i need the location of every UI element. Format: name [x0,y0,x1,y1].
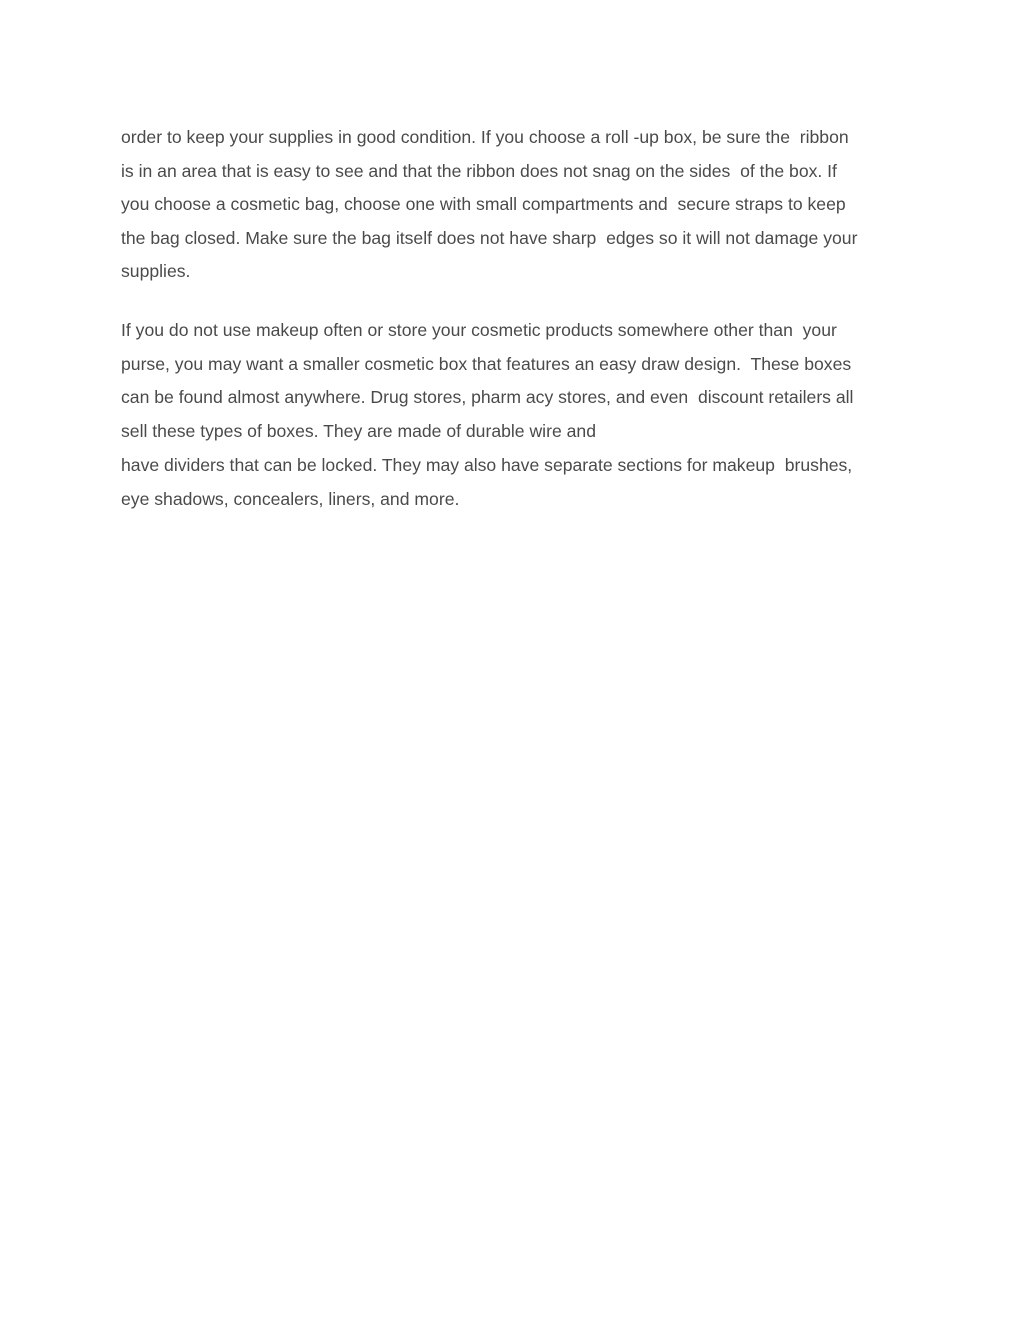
paragraph-2-line: purse, you may want a smaller cosmetic box that features an easy draw design. These boxes [121,353,852,374]
paragraph-1 [121,121,911,289]
paragraph-3-line: eye shadows, concealers, liners, and more. [121,488,460,509]
paragraph-spacer [121,289,911,314]
paragraph-3-line: have dividers that can be locked. They may also have separate sections for makeup brushes, [121,455,853,476]
paragraph-3 [121,449,911,516]
paragraph-2-line: If you do not use makeup often or store your cosmetic products somewhere other than your [121,319,837,340]
paragraph-2 [121,314,911,448]
paragraph-1-line: supplies. [121,261,191,282]
paragraph-1-line: order to keep your supplies in good condition. If you choose a roll -up box, be sure the ribbon [121,127,849,147]
document-body [121,121,911,517]
paragraph-2-line: can be found almost anywhere. Drug stores, pharm acy stores, and even discount retailers all [121,387,854,408]
paragraph-1-line: is in an area that is easy to see and that the ribbon does not snag on the sides of the box. If [121,160,837,181]
paragraph-2-line: sell these types of boxes. They are made of durable wire and [121,420,596,441]
paragraph-1-line: the bag closed. Make sure the bag itself does not have sharp edges so it will not damage your [121,227,858,248]
paragraph-1-line: you choose a cosmetic bag, choose one with small compartments and secure straps to keep [121,194,846,215]
